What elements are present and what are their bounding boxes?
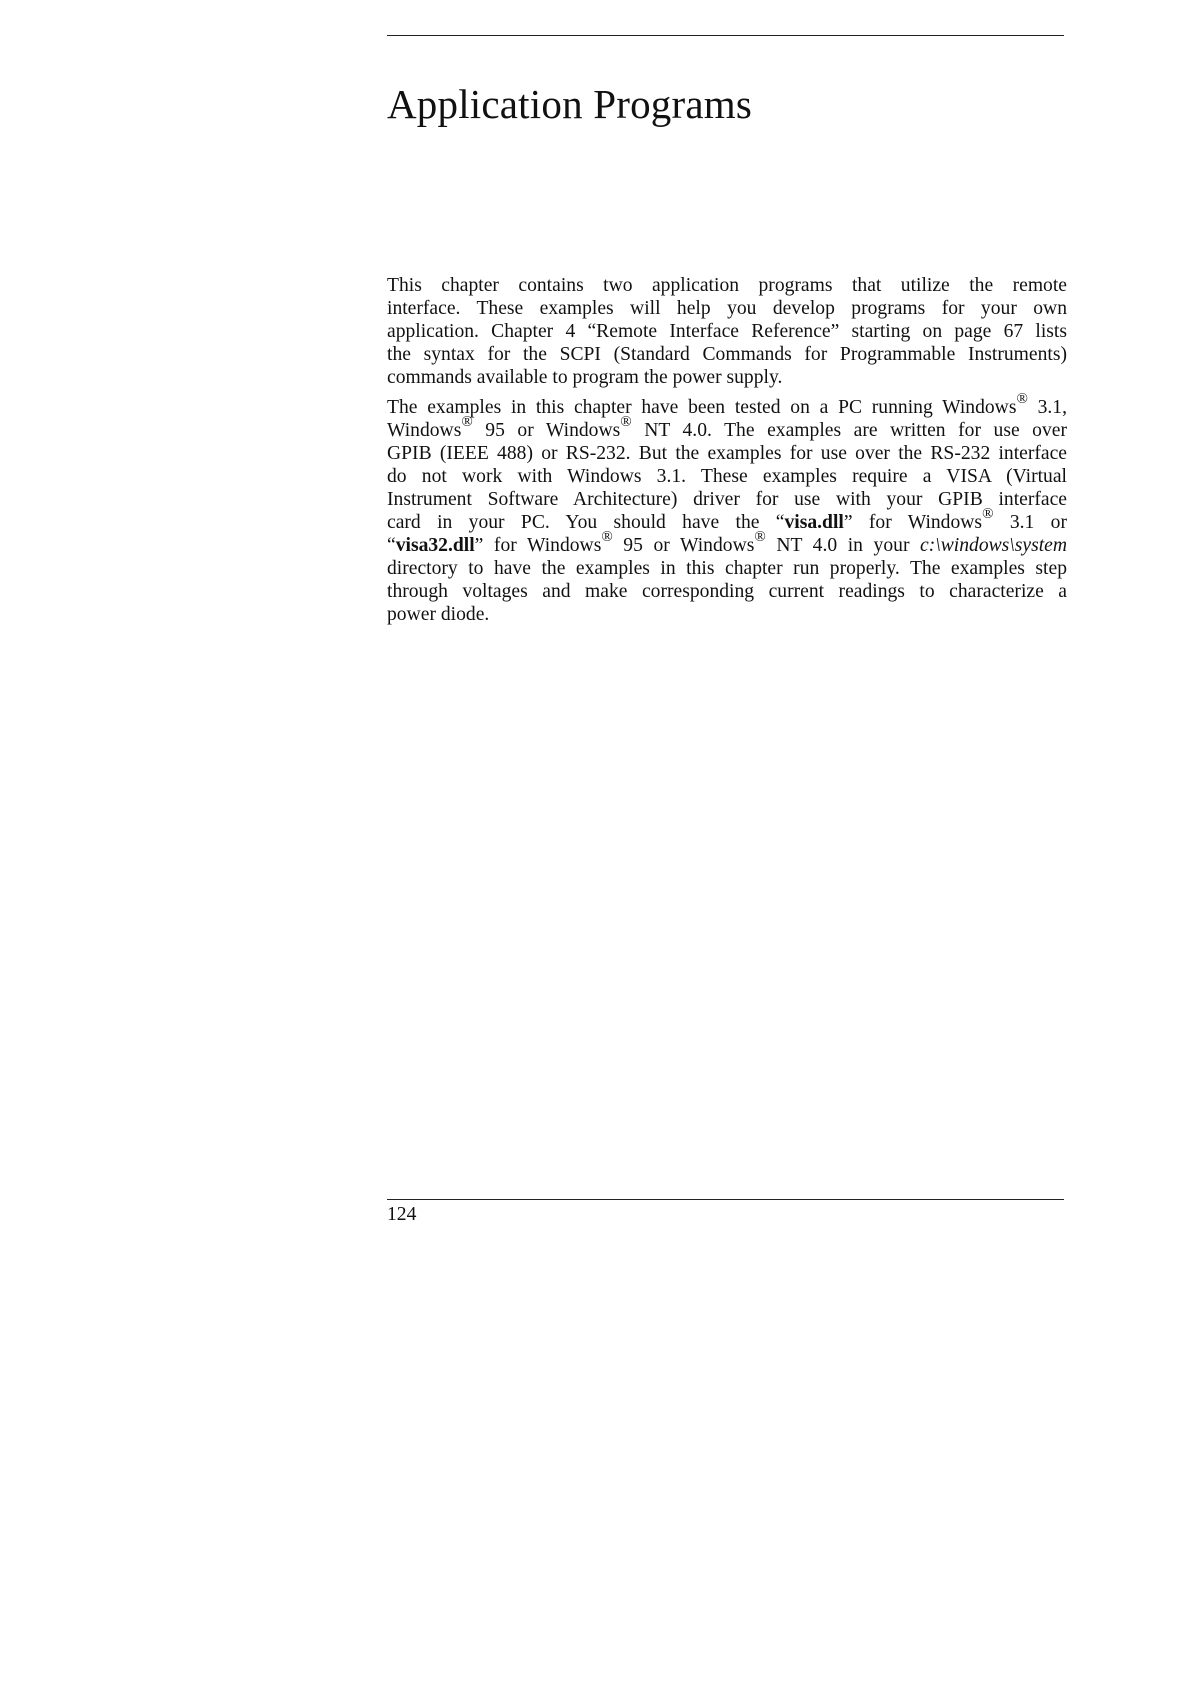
registered-mark: ® <box>982 506 994 523</box>
footer-rule <box>387 1199 1064 1200</box>
text-line: the syntax for the SCPI (Standard Commands for Programmable Instruments) <box>387 344 1067 365</box>
text-line: power diode. <box>387 604 490 625</box>
registered-mark: ® <box>1016 391 1028 408</box>
intro-paragraph <box>387 274 1067 389</box>
text-line: commands available to program the power supply. <box>387 367 783 388</box>
text-line: application. Chapter 4 “Remote Interface Reference” starting on page 67 lists <box>387 321 1067 342</box>
text-line: The examples in this chapter have been tested on a PC running Windows® 3.1, <box>387 391 1067 418</box>
text-line: through voltages and make corresponding current readings to characterize a <box>387 581 1067 602</box>
text-line: This chapter contains two application programs that utilize the remote <box>387 275 1067 296</box>
filename-visa-dll: visa.dll <box>784 512 844 533</box>
page-number: 124 <box>387 1204 417 1225</box>
registered-mark: ® <box>601 529 613 546</box>
filename-visa32-dll: visa32.dll <box>395 535 475 556</box>
body-text <box>387 274 1067 633</box>
text-line: interface. These examples will help you develop programs for your own <box>387 298 1067 319</box>
registered-mark: ® <box>620 414 632 431</box>
text-line: do not work with Windows 3.1. These examples require a VISA (Virtual <box>387 466 1067 487</box>
text-line: directory to have the examples in this chapter run properly. The examples step <box>387 558 1067 579</box>
registered-mark: ® <box>754 529 766 546</box>
chapter-title: Application Programs <box>387 81 752 127</box>
registered-mark: ® <box>461 414 473 431</box>
text-line: “visa32.dll” for Windows® 95 or Windows® NT 4.0 in your c:\windows\system <box>387 529 1067 556</box>
text-line: card in your PC. You should have the “visa.dll” for Windows® 3.1 or <box>387 506 1067 533</box>
header-rule <box>387 35 1064 36</box>
text-line: GPIB (IEEE 488) or RS-232. But the examples for use over the RS-232 interface <box>387 443 1067 464</box>
text-line: Windows® 95 or Windows® NT 4.0. The examples are written for use over <box>387 414 1067 441</box>
system-directory-path: c:\windows\system <box>920 535 1067 556</box>
text-line: Instrument Software Architecture) driver for use with your GPIB interface <box>387 489 1067 510</box>
requirements-paragraph <box>387 391 1067 626</box>
